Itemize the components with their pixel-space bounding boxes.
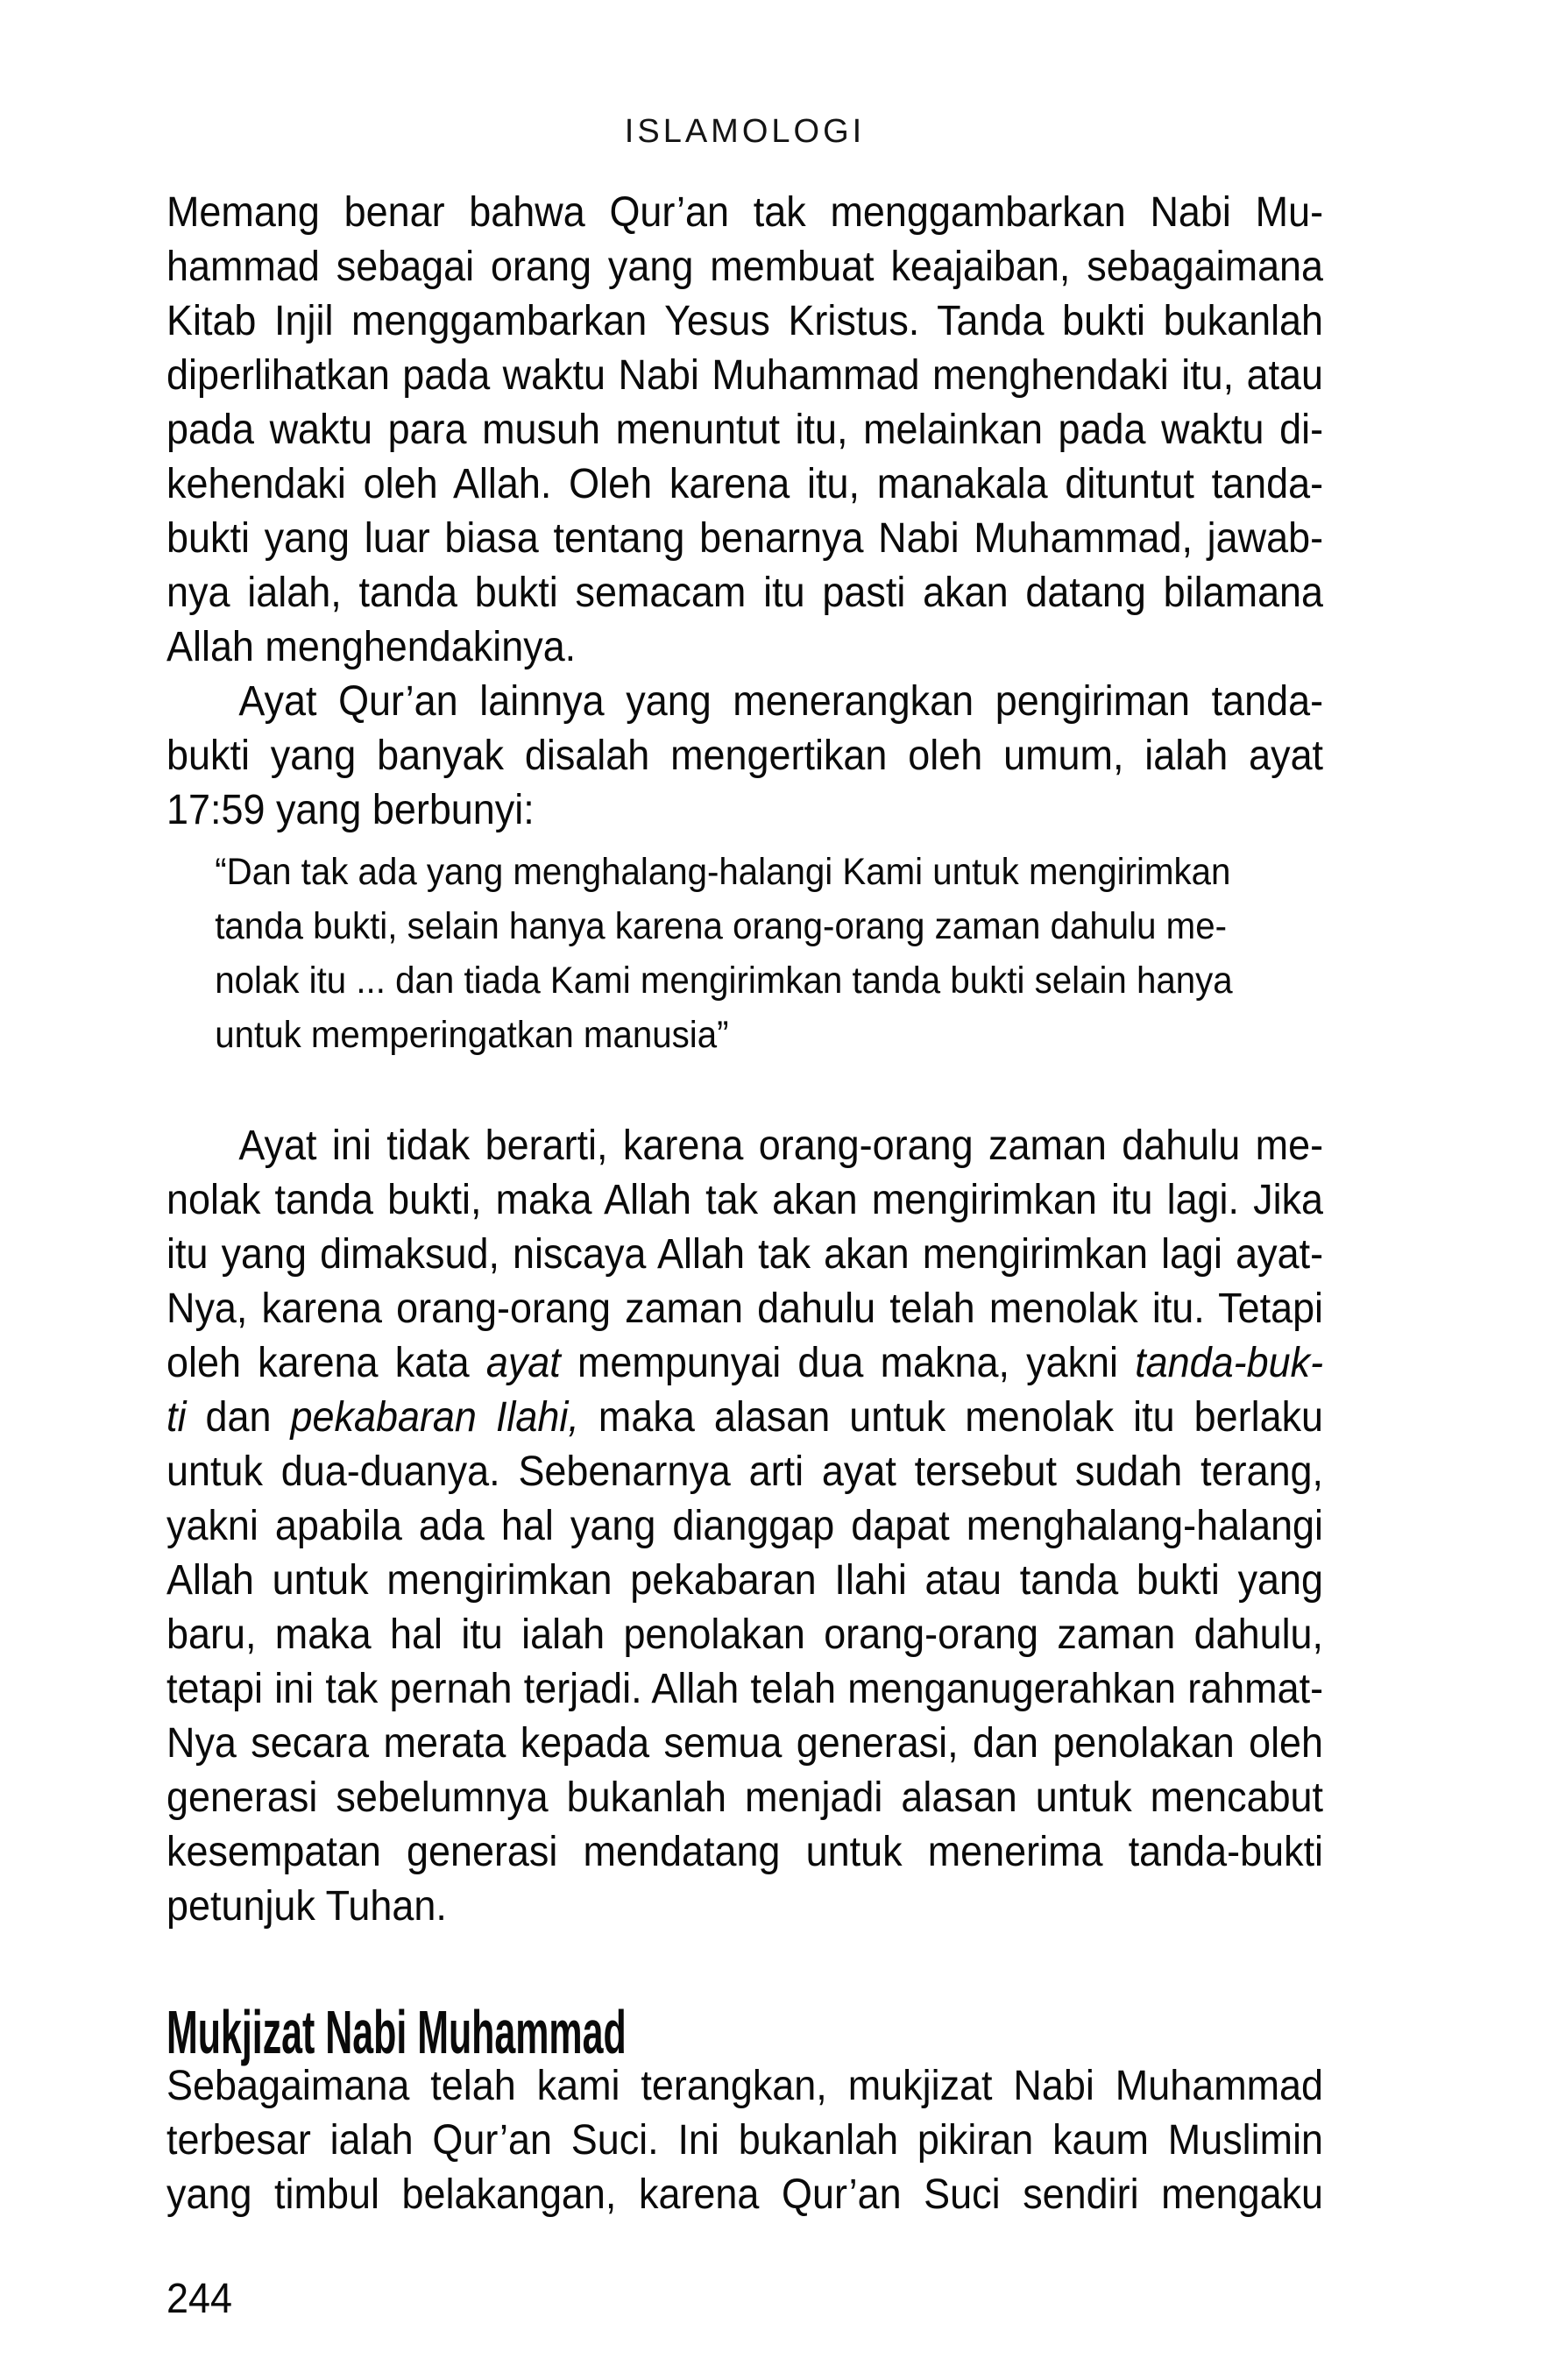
text-line: Allah untuk mengirimkan pekabaran Ilahi atau tanda bukti yang xyxy=(166,1557,1324,1604)
text-line: generasi sebelumnya bukanlah menjadi alasan untuk mencabut xyxy=(166,1774,1324,1821)
text-line: bukti yang luar biasa tentang benarnya Nabi Muhammad, jawab- xyxy=(166,515,1324,562)
text-line: pada waktu para musuh menuntut itu, melainkan pada waktu di- xyxy=(166,407,1324,453)
text-segment: dan xyxy=(186,1394,291,1441)
paragraph-2 xyxy=(166,675,1323,838)
text-line: terbesar ialah Qur’an Suci. Ini bukanlah pikiran kaum Muslimin xyxy=(166,2117,1324,2164)
paragraph-1 xyxy=(166,186,1323,675)
text-line: nolak tanda bukti, maka Allah tak akan mengirimkan itu lagi. Jika xyxy=(166,1177,1324,1223)
text-line: Memang benar bahwa Qur’an tak menggambarkan Nabi Mu- xyxy=(166,189,1324,236)
text-line: Allah menghendakinya. xyxy=(166,624,577,670)
text-line: baru, maka hal itu ialah penolakan orang-orang zaman dahulu, xyxy=(166,1611,1324,1658)
italic-text: tanda-buk- xyxy=(1135,1340,1324,1386)
text-line: Ayat ini tidak berarti, karena orang-orang zaman dahulu me- xyxy=(238,1123,1324,1169)
italic-text: ti xyxy=(166,1394,187,1441)
text-line: petunjuk Tuhan. xyxy=(166,1883,447,1930)
paragraph-4 xyxy=(166,2059,1323,2222)
text-line: Kitab Injil menggambarkan Yesus Kristus. Tanda bukti bukanlah xyxy=(166,298,1324,344)
text-line: 17:59 yang berbunyi: xyxy=(166,787,535,833)
section-heading: Mukjizat Nabi Muhammad xyxy=(166,1998,627,2066)
text-line: Nya, karena orang-orang zaman dahulu telah menolak itu. Tetapi xyxy=(166,1286,1324,1332)
text-line: tetapi ini tak pernah terjadi. Allah telah menganugerahkan rahmat- xyxy=(166,1666,1324,1712)
text-line: untuk dua-duanya. Sebenarnya arti ayat tersebut sudah terang, xyxy=(166,1449,1324,1495)
text-segment: oleh karena kata xyxy=(166,1340,486,1386)
text-line: nya ialah, tanda bukti semacam itu pasti akan datang bilamana xyxy=(166,570,1324,616)
text-segment: mempunyai dua makna, yakni xyxy=(560,1340,1136,1386)
block-quote xyxy=(166,845,1323,1062)
text-line: “Dan tak ada yang menghalang-halangi Kami untuk mengirimkan xyxy=(215,851,1231,893)
text-line: kehendaki oleh Allah. Oleh karena itu, manakala dituntut tanda- xyxy=(166,461,1324,507)
text-line: untuk memperingatkan manusia” xyxy=(215,1014,729,1056)
text-line: Ayat Qur’an lainnya yang menerangkan pengiriman tanda- xyxy=(238,678,1324,725)
text-line: diperlihatkan pada waktu Nabi Muhammad menghendaki itu, atau xyxy=(166,352,1324,399)
text-line: kesempatan generasi mendatang untuk menerima tanda-bukti xyxy=(166,1829,1324,1875)
running-header: ISLAMOLOGI xyxy=(624,113,866,150)
text-line: itu yang dimaksud, niscaya Allah tak akan mengirimkan lagi ayat- xyxy=(166,1231,1324,1278)
text-line: nolak itu ... dan tiada Kami mengirimkan tanda bukti selain hanya xyxy=(215,960,1233,1002)
text-line: tanda bukti, selain hanya karena orang-orang zaman dahulu me- xyxy=(215,905,1228,947)
text-line: hammad sebagai orang yang membuat keajaiban, sebagaimana xyxy=(166,244,1324,290)
italic-text: pekabaran Ilahi, xyxy=(290,1394,579,1441)
text-line: yang timbul belakangan, karena Qur’an Suci sendiri mengaku xyxy=(166,2171,1324,2218)
text-line xyxy=(166,1336,1323,1391)
text-line: yakni apabila ada hal yang dianggap dapat menghalang-halangi xyxy=(166,1503,1324,1549)
paragraph-3 xyxy=(166,1119,1323,1934)
text-line xyxy=(166,1391,1323,1445)
text-line: Nya secara merata kepada semua generasi, dan penolakan oleh xyxy=(166,1720,1324,1767)
text-segment: maka alasan untuk menolak itu berlaku xyxy=(578,1394,1324,1441)
text-line: bukti yang banyak disalah mengertikan oleh umum, ialah ayat xyxy=(166,733,1324,779)
text-line: Sebagaimana telah kami terangkan, mukjizat Nabi Muhammad xyxy=(166,2063,1324,2109)
page-number: 244 xyxy=(166,2276,232,2322)
text-column xyxy=(166,186,1323,2327)
italic-text: ayat xyxy=(485,1340,561,1386)
